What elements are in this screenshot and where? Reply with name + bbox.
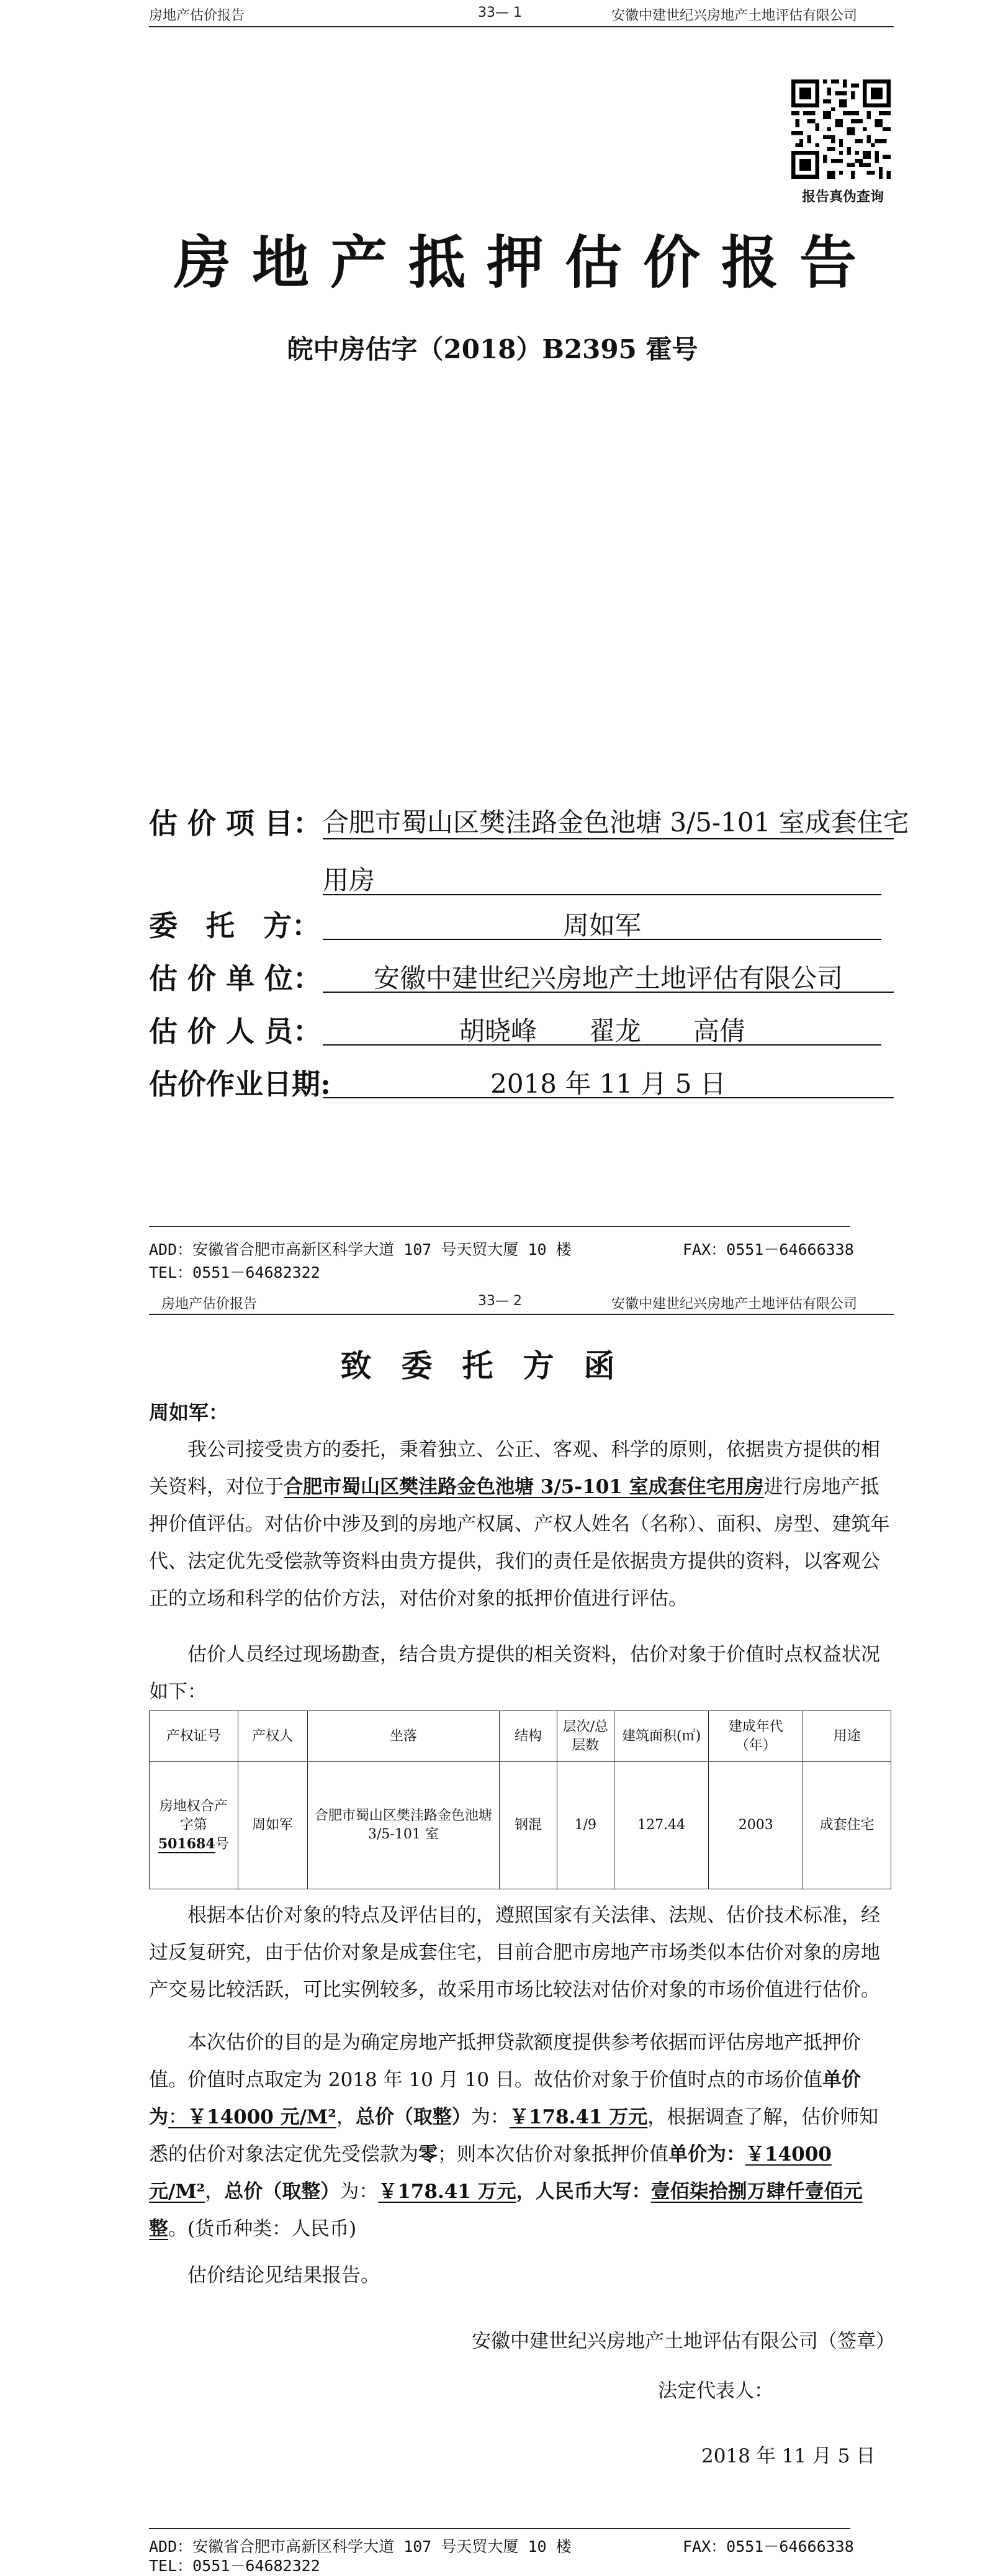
th-year: 建成年代（年） bbox=[709, 1711, 803, 1762]
signature-date: 2018 年 11 月 5 日 bbox=[701, 2445, 876, 2467]
footer-address: ADD：安徽省合肥市高新区科学大道 107 号天贸大厦 10 楼 bbox=[149, 2538, 572, 2556]
report-title: 房地产抵押估价报告 bbox=[174, 229, 878, 296]
total-price-2: ￥178.41 万元 bbox=[378, 2181, 516, 2203]
item-label: 估 价 项 目： bbox=[149, 807, 322, 840]
unit-price: ￥14000 元/M² bbox=[187, 2106, 336, 2128]
header-right: 安徽中建世纪兴房地产土地评估有限公司 bbox=[611, 1296, 858, 1312]
paragraph-2 bbox=[149, 1636, 894, 1711]
date-label: 估价作业日期: bbox=[149, 1067, 331, 1101]
signature-company: 安徽中建世纪兴房地产土地评估有限公司（签章） bbox=[472, 2330, 895, 2352]
date-underline bbox=[323, 1097, 894, 1098]
p1-text-b: 进行房地产抵押价值评估。对估价中涉及到的房地产权属、产权人姓名（名称）、面积、房型、建筑年代、法定优先受偿款等资料由贵方提供，我们的责任是依据贵方提供的资料，以客观公正的立场和科学的估价方法，对估价对象的抵押价值进行评估。 bbox=[149, 1476, 890, 1610]
document-number: 皖中房估字（2018）B2395 霍号 bbox=[287, 334, 698, 364]
item-underline-2 bbox=[323, 894, 881, 895]
client-value: 周如军 bbox=[562, 910, 641, 941]
paragraph-3 bbox=[149, 1897, 894, 2009]
footer-rule bbox=[149, 1226, 850, 1227]
th-floor: 层次/总层数 bbox=[557, 1711, 614, 1762]
unit-price-label-2: 单价为： bbox=[668, 2143, 745, 2166]
appraisers-underline bbox=[323, 1044, 881, 1046]
th-cert: 产权证号 bbox=[150, 1711, 238, 1762]
th-structure: 结构 bbox=[500, 1711, 557, 1762]
header-left: 房地产估价报告 bbox=[161, 1296, 258, 1312]
header-page-number: 33— 1 bbox=[478, 5, 522, 20]
cell-year: 2003 bbox=[709, 1762, 803, 1889]
footer-tel: TEL：0551－64682322 bbox=[149, 2557, 320, 2575]
th-location: 坐落 bbox=[307, 1711, 500, 1762]
item-value-line1: 合肥市蜀山区樊洼路金色池塘 3/5-101 室成套住宅 bbox=[323, 807, 909, 838]
cell-structure: 钢混 bbox=[500, 1762, 557, 1889]
header-rule bbox=[149, 26, 894, 27]
p1-property: 合肥市蜀山区樊洼路金色池塘 3/5-101 室成套住宅用房 bbox=[284, 1476, 764, 1498]
total-label-2: 总价（取整） bbox=[224, 2181, 340, 2203]
p5-text: 估价结论见结果报告。 bbox=[187, 2264, 380, 2287]
appraisers-label: 估 价 人 员： bbox=[149, 1015, 322, 1048]
cell-location: 合肥市蜀山区樊洼路金色池塘 3/5-101 室 bbox=[307, 1762, 500, 1889]
paragraph-1 bbox=[149, 1431, 894, 1617]
th-use: 用途 bbox=[803, 1711, 891, 1762]
salutation: 周如军： bbox=[149, 1401, 229, 1424]
rights-table bbox=[149, 1711, 891, 1889]
cell-use: 成套住宅 bbox=[803, 1762, 891, 1889]
client-underline bbox=[323, 939, 881, 940]
signature-legal-rep: 法定代表人： bbox=[658, 2380, 773, 2402]
unit-label: 估 价 单 位： bbox=[149, 962, 322, 995]
p1-text-a: 我公司接受贵方的委托，秉着独立、公正、客观、科学的原则，依据贵方提供的相关资料，对位于 bbox=[149, 1439, 880, 1498]
p2-text: 估价人员经过现场勘查，结合贵方提供的相关资料，估价对象于价值时点权益状况如下： bbox=[149, 1643, 880, 1703]
footer-fax: FAX：0551－64666338 bbox=[683, 2538, 854, 2556]
priority-amount: 零 bbox=[418, 2143, 438, 2166]
footer-fax: FAX：0551－64666338 bbox=[683, 1241, 854, 1259]
appraisers-value: 胡晓峰 翟龙 高倩 bbox=[458, 1016, 745, 1046]
qr-caption: 报告真伪查询 bbox=[801, 189, 884, 205]
cert-number: 501684 bbox=[158, 1835, 215, 1852]
paragraph-4: 本次估价的目的是为确定房地产抵押贷款额度提供参考依据而评估房地产抵押价值。价值时点取定为 2018 年 10 月 10 日。故估价对象于价值时点的市场价值单价为：￥14000 元/M²，总价（取整）为：￥178.41 万元，根据调查了解，估价师知悉的估价对象法定优先受偿款为零；则本次估价对象抵押价值单价为：￥14000 元/M²，总价（取整）为：￥178.41 万元，人民币大写：壹佰柒拾捌万肆仟壹佰元整。(货币种类：人民币) bbox=[149, 2031, 879, 2240]
qr-code-icon bbox=[791, 79, 891, 179]
header-left: 房地产估价报告 bbox=[149, 8, 245, 24]
total-in-words: 壹佰柒拾捌万肆仟壹佰元整 bbox=[149, 2181, 863, 2240]
unit-value: 安徽中建世纪兴房地产土地评估有限公司 bbox=[373, 963, 843, 993]
cell-cert: 房地权合产字第501684号 bbox=[150, 1762, 238, 1889]
p3-text: 根据本估价对象的特点及评估目的，遵照国家有关法律、法规、估价技术标准，经过反复研究，由于估价对象是成套住宅，目前合肥市房地产市场类似本估价对象的房地产交易比较活跃，可比实例较多，故采用市场比较法对估价对象的市场价值进行估价。 bbox=[149, 1904, 880, 2001]
header-right: 安徽中建世纪兴房地产土地评估有限公司 bbox=[611, 8, 858, 24]
th-owner: 产权人 bbox=[238, 1711, 307, 1762]
cell-owner: 周如军 bbox=[238, 1762, 307, 1889]
unit-underline bbox=[323, 992, 894, 993]
footer-rule bbox=[149, 2528, 850, 2529]
item-underline-1 bbox=[323, 838, 894, 839]
unit-price-label: 单价为 bbox=[149, 2069, 861, 2128]
table-header-row bbox=[150, 1711, 891, 1762]
date-value: 2018 年 11 月 5 日 bbox=[490, 1069, 726, 1099]
cell-area: 127.44 bbox=[614, 1762, 709, 1889]
paragraph-5 bbox=[149, 2257, 894, 2294]
item-value-line2: 用房 bbox=[323, 865, 376, 895]
footer-tel: TEL：0551－64682322 bbox=[149, 1263, 320, 1281]
cell-floor: 1/9 bbox=[557, 1762, 614, 1889]
table-row bbox=[150, 1762, 891, 1889]
total-label: 总价（取整） bbox=[355, 2106, 471, 2128]
client-label: 委 托 方： bbox=[149, 909, 320, 942]
header-page-number: 33— 2 bbox=[478, 1293, 522, 1309]
letter-title: 致委托方函 bbox=[340, 1347, 645, 1384]
total-price: ￥178.41 万元 bbox=[509, 2106, 648, 2128]
footer-address: ADD：安徽省合肥市高新区科学大道 107 号天贸大厦 10 楼 bbox=[149, 1241, 572, 1259]
unit-price-2: ￥14000 元/M² bbox=[149, 2143, 832, 2203]
th-area: 建筑面积(㎡) bbox=[614, 1711, 709, 1762]
header-rule bbox=[149, 1314, 894, 1315]
